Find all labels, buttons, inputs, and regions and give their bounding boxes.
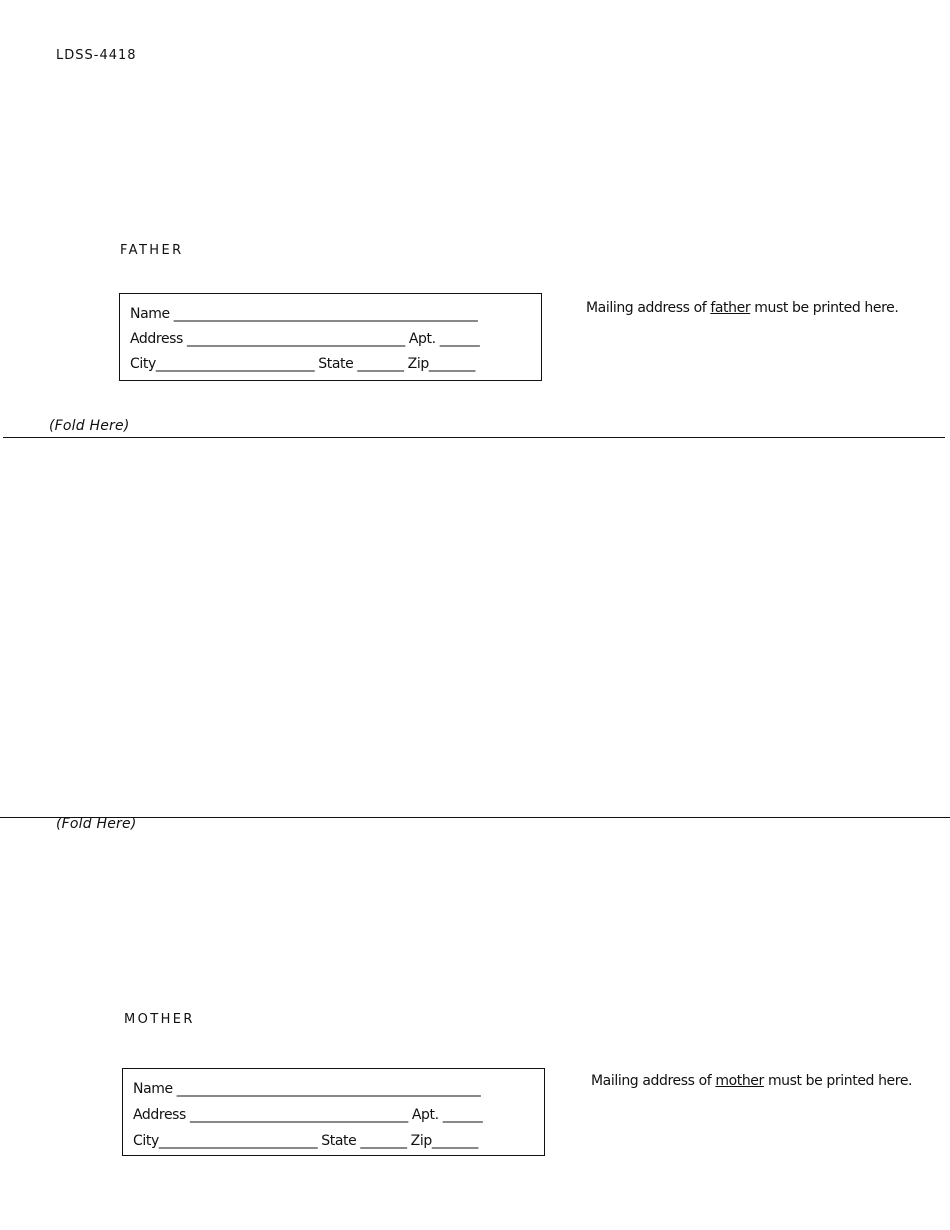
father-address-box	[119, 293, 542, 381]
mother-address-field[interactable]: Address _________________________________ Apt. ______	[133, 1107, 483, 1123]
fold-line-top	[3, 437, 945, 438]
fold-line-bottom	[0, 817, 950, 818]
mother-note-emphasis: mother	[715, 1073, 764, 1089]
mother-name-field[interactable]: Name ______________________________________________	[133, 1081, 481, 1097]
father-city-state-zip-field[interactable]: City________________________ State _______ Zip_______	[130, 356, 476, 372]
father-note-emphasis: father	[710, 300, 751, 316]
mother-city-state-zip-field[interactable]: City________________________ State _______ Zip_______	[133, 1133, 479, 1149]
form-id: LDSS-4418	[56, 48, 137, 63]
mother-section-title: MOTHER	[124, 1012, 195, 1027]
father-mailing-note	[586, 300, 898, 316]
fold-here-label-bottom: (Fold Here)	[56, 816, 137, 832]
mother-mailing-note	[591, 1073, 912, 1089]
mother-address-box	[122, 1068, 545, 1156]
fold-here-label-top: (Fold Here)	[49, 418, 130, 434]
father-address-field[interactable]: Address _________________________________ Apt. ______	[130, 331, 480, 347]
mother-note-suffix: must be printed here.	[763, 1073, 913, 1089]
father-note-prefix: Mailing address of	[586, 300, 711, 316]
father-note-suffix: must be printed here.	[750, 300, 899, 316]
mother-note-prefix: Mailing address of	[591, 1073, 716, 1089]
father-name-field[interactable]: Name ______________________________________________	[130, 306, 478, 322]
father-section-title: FATHER	[120, 243, 184, 258]
